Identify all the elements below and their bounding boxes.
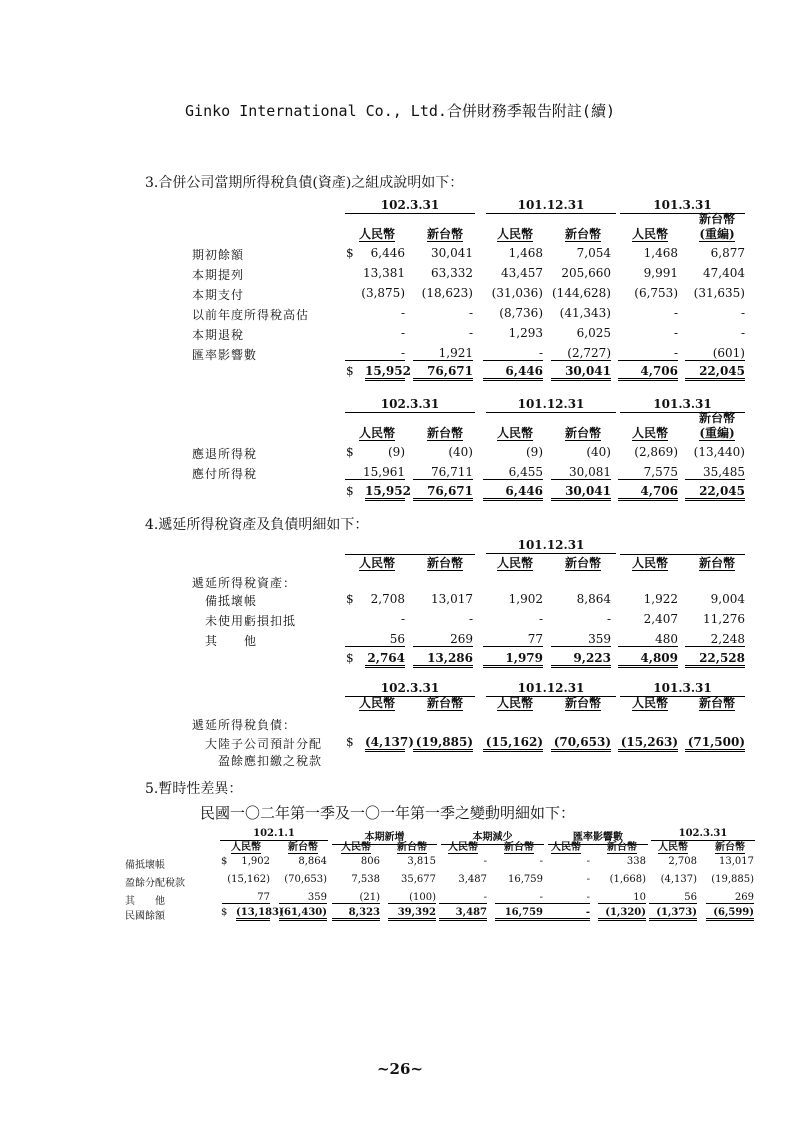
value-cell: - [468, 306, 473, 320]
value-cell: - [542, 907, 590, 921]
value-cell: 22,045 [685, 364, 745, 381]
column-header: 人民幣 [496, 426, 533, 440]
value-cell: - [468, 326, 473, 340]
value-cell: 8,323 [332, 907, 380, 921]
column-header: 人民幣 [358, 556, 395, 570]
group-header: 匯率影響數 [548, 828, 648, 845]
period-header-rule [345, 538, 475, 555]
column-header: 新台幣 [426, 426, 463, 440]
value-cell: 3,815 [407, 856, 436, 867]
value-cell: - [400, 306, 405, 320]
value-cell: (1,668) [609, 874, 646, 885]
value-cell: 15,952 [365, 484, 405, 501]
value-cell: (71,500) [685, 735, 745, 752]
value-cell: 3,487 [458, 874, 487, 885]
row-label: 備抵壞帳 [205, 594, 258, 608]
value-cell: 806 [360, 856, 380, 867]
value-cell: 1,468 [508, 246, 543, 260]
row-label: 期初餘額 [192, 248, 245, 262]
column-header: 人民幣 [551, 842, 581, 853]
value-cell: (2,727) [551, 346, 611, 361]
value-cell: 1,979 [483, 651, 543, 668]
row-label: 本期支付 [192, 288, 245, 302]
column-header: 人民幣 [231, 842, 261, 853]
value-cell: 3,487 [439, 907, 487, 921]
value-cell: - [586, 856, 590, 867]
column-header: 新台幣 (重編) [698, 212, 735, 241]
value-cell: - [740, 326, 745, 340]
value-cell: 205,660 [561, 266, 611, 280]
value-cell: 11,276 [703, 612, 745, 626]
column-header: 人民幣 [341, 842, 371, 853]
value-cell: 22,528 [685, 651, 745, 668]
row-label: 本期提列 [192, 268, 245, 282]
section-3-title: 3.合併公司當期所得稅負債(資產)之組成說明如下： [145, 175, 464, 191]
value-cell: 56 [345, 632, 405, 647]
value-cell: - [542, 892, 590, 904]
dollar-sign: $ [346, 484, 354, 498]
value-cell: - [468, 612, 473, 626]
value-cell: (9) [388, 445, 405, 459]
value-cell: 6,455 [483, 465, 543, 480]
value-cell: (15,162) [227, 874, 270, 885]
value-cell: 77 [222, 892, 270, 904]
row-label: 以前年度所得稅高估 [192, 308, 310, 322]
dollar-sign: $ [346, 592, 354, 606]
group-header: 102.3.31 [651, 828, 755, 841]
period-header: 101.12.31 [486, 681, 616, 697]
value-cell: 13,017 [719, 856, 754, 867]
value-cell: 4,706 [618, 484, 678, 501]
value-cell: (40) [586, 445, 611, 459]
value-cell: - [345, 346, 405, 361]
value-cell: 15,952 [365, 364, 405, 381]
period-header: 102.3.31 [345, 397, 475, 413]
dollar-sign: $ [346, 651, 354, 665]
value-cell: 7,538 [351, 874, 380, 885]
value-cell: (31,635) [693, 286, 745, 300]
value-cell: (4,137) [660, 874, 697, 885]
value-cell: (1,320) [598, 907, 646, 921]
value-cell: (2,869) [634, 445, 678, 459]
value-cell: (100) [388, 892, 436, 904]
column-header: 人民幣 [358, 227, 395, 241]
value-cell: 6,877 [710, 246, 745, 260]
row-label: 備抵壞帳 [125, 860, 165, 871]
value-cell: (70,653) [551, 735, 611, 752]
row-label: 匯率影響數 [192, 348, 258, 362]
value-cell: 269 [706, 892, 754, 904]
value-cell: 30,041 [431, 246, 473, 260]
value-cell: 7,054 [576, 246, 611, 260]
period-header: 101.12.31 [486, 397, 616, 413]
value-cell: 1,902 [508, 592, 543, 606]
value-cell: (15,263) [618, 735, 678, 752]
value-cell: 16,759 [508, 874, 543, 885]
period-header: 102.3.31 [345, 198, 475, 214]
value-cell: 63,332 [431, 266, 473, 280]
value-cell: 16,759 [495, 907, 543, 921]
value-cell: 1,902 [241, 856, 270, 867]
value-cell: 30,041 [551, 484, 611, 501]
column-header: 新台幣 [397, 842, 427, 853]
column-header: 人民幣 [358, 426, 395, 440]
row-label: 盈餘應扣繳之稅款 [218, 754, 323, 768]
dollar-sign: $ [346, 735, 354, 749]
column-header: 新台幣 [426, 696, 463, 710]
period-header: 101.3.31 [620, 198, 745, 214]
value-cell: (9) [526, 445, 543, 459]
value-cell: - [439, 892, 487, 904]
assets-label: 遞延所得稅資產： [192, 576, 297, 590]
value-cell: 47,404 [703, 266, 745, 280]
value-cell: - [539, 856, 543, 867]
value-cell: 30,041 [551, 364, 611, 381]
value-cell: (13,183) [236, 907, 270, 921]
column-header: 新台幣 [564, 556, 601, 570]
value-cell: 2,708 [668, 856, 697, 867]
value-cell: (21) [332, 892, 380, 904]
value-cell: (6,753) [634, 286, 678, 300]
dollar-sign: $ [346, 246, 354, 260]
value-cell: 22,045 [685, 484, 745, 501]
value-cell: 9,991 [643, 266, 678, 280]
row-label: 其 他 [205, 634, 258, 648]
section-5-title: 5.暫時性差異： [145, 781, 243, 797]
value-cell: 2,708 [370, 592, 405, 606]
value-cell: 1,922 [643, 592, 678, 606]
page-number: ~26~ [376, 1060, 423, 1078]
column-header: 人民幣 [658, 842, 688, 853]
group-header: 本期減少 [441, 828, 544, 845]
period-header-rule [620, 538, 745, 555]
column-header: 新台幣 [426, 227, 463, 241]
row-label: 大陸子公司預計分配 [205, 737, 323, 751]
value-cell: 9,004 [710, 592, 745, 606]
value-cell: 35,485 [685, 465, 745, 480]
value-cell: (31,036) [491, 286, 543, 300]
period-header: 102.3.31 [345, 681, 475, 697]
value-cell: (8,736) [499, 306, 543, 320]
column-header: 新台幣 [698, 696, 735, 710]
value-cell: - [586, 874, 590, 885]
value-cell: 359 [551, 632, 611, 647]
value-cell: (601) [685, 346, 745, 361]
value-cell: 8,864 [298, 856, 327, 867]
value-cell: 269 [413, 632, 473, 647]
column-header: 人民幣 [496, 227, 533, 241]
group-header: 本期新增 [332, 828, 437, 845]
value-cell: 56 [649, 892, 697, 904]
value-cell: 9,223 [551, 651, 611, 668]
value-cell: 76,711 [413, 465, 473, 480]
column-header: 新台幣 [564, 696, 601, 710]
value-cell: 6,025 [576, 326, 611, 340]
value-cell: 6,446 [483, 364, 543, 381]
value-cell: - [538, 612, 543, 626]
value-cell: 6,446 [483, 484, 543, 501]
value-cell: 2,764 [365, 651, 405, 668]
row-label: 應付所得稅 [192, 467, 258, 481]
value-cell: 13,381 [363, 266, 405, 280]
page-header: Ginko International Co., Ltd.合併財務季報告附註(續) [185, 102, 615, 120]
row-label: 未使用虧損扣抵 [205, 614, 297, 628]
period-header: 101.3.31 [620, 397, 745, 413]
value-cell: (19,885) [711, 874, 754, 885]
period-header: 101.3.31 [620, 681, 745, 697]
value-cell: 6,446 [370, 246, 405, 260]
column-header: 人民幣 [496, 696, 533, 710]
column-header: 新台幣 [698, 556, 735, 570]
value-cell: (3,875) [361, 286, 405, 300]
dollar-sign: $ [221, 856, 228, 867]
column-header: 人民幣 [631, 696, 668, 710]
column-header: 人民幣 [496, 556, 533, 570]
value-cell: 480 [618, 632, 678, 647]
value-cell: 359 [279, 892, 327, 904]
dollar-sign: $ [346, 364, 354, 378]
row-label: 盈餘分配稅款 [125, 878, 185, 889]
column-header: 新台幣 [564, 227, 601, 241]
row-label: 本期退稅 [192, 328, 245, 342]
row-label: 應退所得稅 [192, 447, 258, 461]
dollar-sign: $ [346, 445, 354, 459]
value-cell: (40) [448, 445, 473, 459]
column-header: 新台幣 [504, 842, 534, 853]
column-header: 新台幣 [607, 842, 637, 853]
value-cell: 10 [598, 892, 646, 904]
column-header: 新台幣 [564, 426, 601, 440]
value-cell: (41,343) [559, 306, 611, 320]
column-header: 新台幣 [426, 556, 463, 570]
group-header: 102.1.1 [220, 828, 328, 841]
value-cell: 76,671 [413, 364, 473, 381]
value-cell: 13,286 [413, 651, 473, 668]
value-cell: - [495, 892, 543, 904]
value-cell: - [606, 612, 611, 626]
value-cell: - [483, 856, 487, 867]
value-cell: 30,081 [551, 465, 611, 480]
value-cell: 4,706 [618, 364, 678, 381]
value-cell: - [673, 326, 678, 340]
value-cell: (70,653) [284, 874, 327, 885]
value-cell: 338 [626, 856, 646, 867]
value-cell: 2,248 [685, 632, 745, 647]
value-cell: 1,468 [643, 246, 678, 260]
value-cell: 2,407 [643, 612, 678, 626]
value-cell: 7,575 [618, 465, 678, 480]
value-cell: 1,921 [413, 346, 473, 361]
value-cell: 13,017 [431, 592, 473, 606]
column-header: 人民幣 [631, 556, 668, 570]
value-cell: 4,809 [618, 651, 678, 668]
column-header: 人民幣 [448, 842, 478, 853]
value-cell: (144,628) [552, 286, 611, 300]
section-4-title: 4.遞延所得稅資產及負債明細如下： [145, 517, 369, 533]
value-cell: (6,599) [706, 907, 754, 921]
value-cell: - [483, 346, 543, 361]
value-cell: - [400, 326, 405, 340]
value-cell: (19,885) [413, 735, 473, 752]
period-header: 101.12.31 [486, 198, 616, 214]
value-cell: - [400, 612, 405, 626]
column-header: 人民幣 [358, 696, 395, 710]
value-cell: 35,677 [401, 874, 436, 885]
row-label: 其 他 [125, 896, 165, 907]
column-header: 新台幣 [288, 842, 318, 853]
value-cell: 15,961 [345, 465, 405, 480]
column-header: 人民幣 [631, 227, 668, 241]
value-cell: - [740, 306, 745, 320]
column-header: 人民幣 [631, 426, 668, 440]
value-cell: (61,430) [279, 907, 327, 921]
column-header: 新台幣 (重編) [698, 411, 735, 440]
value-cell: (18,623) [421, 286, 473, 300]
value-cell: 77 [483, 632, 543, 647]
value-cell: 8,864 [576, 592, 611, 606]
value-cell: 39,392 [388, 907, 436, 921]
dollar-sign: $ [221, 907, 228, 918]
value-cell: 76,671 [413, 484, 473, 501]
row-label: 民國餘額 [125, 911, 165, 922]
value-cell: (1,373) [649, 907, 697, 921]
section-5-subtitle: 民國一〇二年第一季及一〇一年第一季之變動明細如下： [200, 804, 576, 822]
value-cell: - [673, 306, 678, 320]
value-cell: 43,457 [501, 266, 543, 280]
liabilities-label: 遞延所得稅負債： [192, 718, 297, 732]
column-header: 新台幣 [715, 842, 745, 853]
period-header: 101.12.31 [486, 538, 616, 554]
value-cell: - [618, 346, 678, 361]
value-cell: (15,162) [483, 735, 543, 752]
value-cell: (13,440) [693, 445, 745, 459]
value-cell: (4,137) [365, 735, 405, 752]
value-cell: 1,293 [508, 326, 543, 340]
